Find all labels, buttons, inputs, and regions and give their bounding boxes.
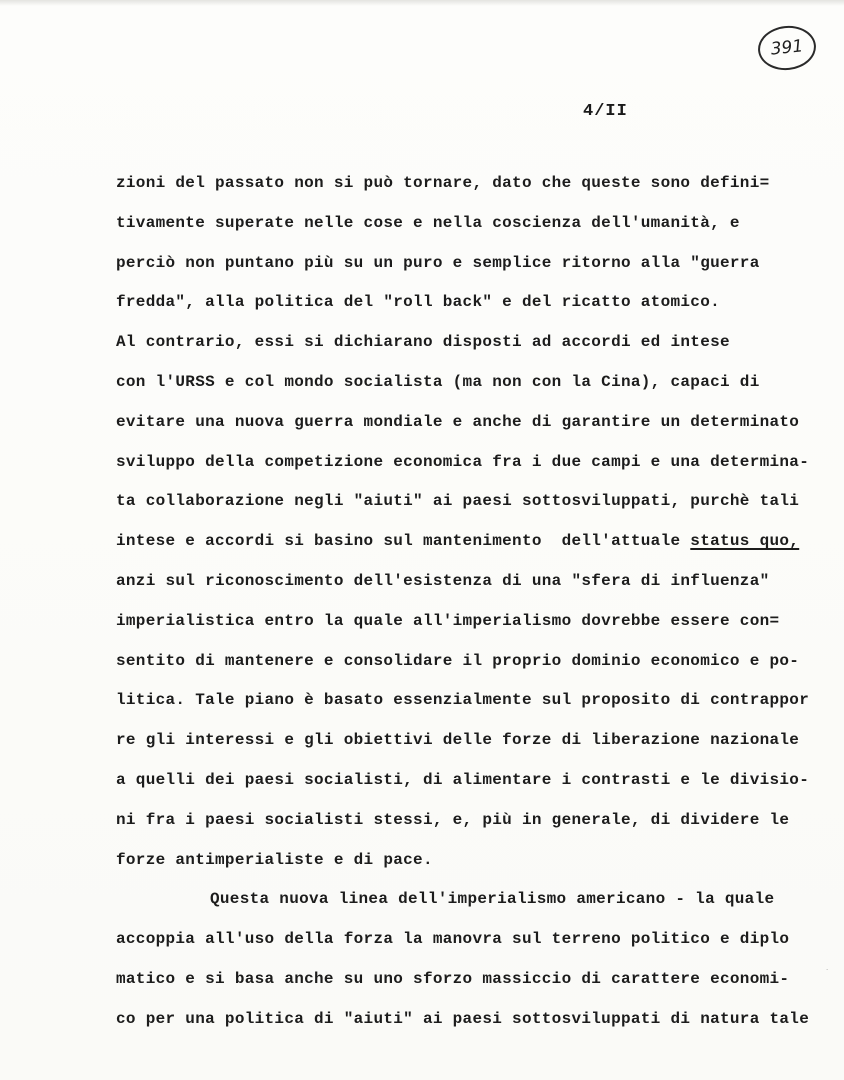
text-line: ni fra i paesi socialisti stessi, e, più in generale, di dividere le: [116, 810, 790, 829]
underlined-phrase: status quo,: [690, 532, 800, 551]
text-line: sviluppo della competizione economica fra i due campi e una determina-: [116, 452, 810, 471]
text-line: re gli interessi e gli obiettivi delle forze di liberazione nazionale: [116, 731, 800, 750]
text-line: imperialistica entro la quale all'imperialismo dovrebbe essere con=: [116, 611, 780, 630]
text-line: sentito di mantenere e consolidare il proprio dominio economico e po-: [116, 651, 800, 670]
text-line: zioni del passato non si può tornare, dato che queste sono defini=: [116, 174, 770, 192]
text-line: evitare una nuova guerra mondiale e anche di garantire un determinato: [116, 412, 800, 431]
text-line: fredda", alla politica del "roll back" e del ricatto atomico.: [116, 293, 720, 312]
text-line: a quelli dei paesi socialisti, di alimentare i contrasti e le divisio-: [116, 770, 810, 789]
archive-stamp-number: 391: [769, 36, 805, 60]
text-line: perciò non puntano più su un puro e semplice ritorno alla "guerra: [116, 253, 760, 272]
page-number: 4/II: [583, 102, 628, 121]
text-line: anzi sul riconoscimento dell'esistenza di una "sfera di influenza": [116, 571, 770, 590]
text-line: litica. Tale piano è basato essenzialmente sul proposito di contrappor: [116, 691, 810, 710]
text-line: con l'URSS e col mondo socialista (ma non con la Cina), capaci di: [116, 372, 760, 391]
text-line: accoppia all'uso della forza la manovra sul terreno politico e diplo: [116, 930, 790, 949]
text-line: tivamente superate nelle cose e nella coscienza dell'umanità, e: [116, 213, 740, 232]
text-line-with-underline: [116, 526, 816, 566]
text-line: matico e si basa anche su uno sforzo massiccio di carattere economi-: [116, 969, 790, 988]
archive-page-stamp: [756, 23, 818, 73]
text-line: ta collaborazione negli "aiuti" ai paesi sottosviluppati, purchè tali: [116, 492, 800, 511]
typewritten-body: [116, 168, 816, 1044]
text-line-part: intese e accordi si basino sul mantenimento dell'attuale: [116, 532, 691, 551]
margin-smudge: ·: [826, 966, 829, 974]
text-line: Al contrario, essi si dichiarano disposti ad accordi ed intese: [116, 333, 730, 352]
text-line: co per una politica di "aiuti" ai paesi sottosviluppati di natura tale: [116, 1009, 810, 1028]
page-top-edge: [0, 0, 844, 6]
text-line: forze antimperialiste e di pace.: [116, 850, 433, 869]
paragraph-first-line: Questa nuova linea dell'imperialismo americano - la quale: [210, 890, 775, 909]
